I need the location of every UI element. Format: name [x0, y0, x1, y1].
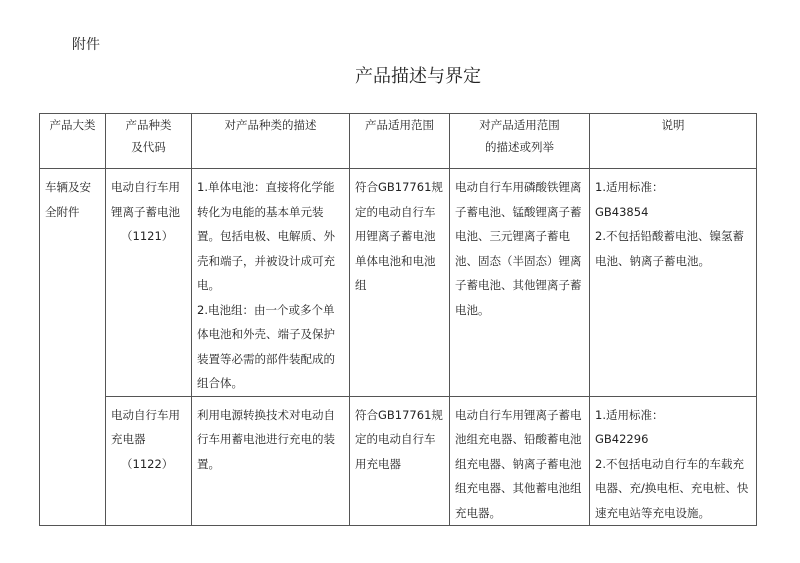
type-cell	[106, 169, 192, 397]
header-scope-desc	[450, 114, 590, 169]
type-code: （1122）	[121, 456, 174, 471]
header-category: 产品大类	[40, 114, 106, 169]
note-item: 1.适用标准：	[595, 407, 664, 422]
scope-cell	[350, 396, 450, 526]
table-header-row	[40, 114, 757, 169]
header-scope-desc-line2: 的描述或列举	[485, 140, 554, 154]
header-scope: 产品适用范围	[350, 114, 450, 169]
notes-cell	[590, 396, 757, 526]
description-item: 1.单体电池：直接将化学能转化为电能的基本单元装置。包括电极、电解质、外壳和端子，并被设计成可充电。	[197, 180, 335, 292]
scope-desc-text: 电动自行车用锂离子蓄电池组充电器、铅酸蓄电池组充电器、钠离子蓄电池组充电器、其他蓄电池组充电器。	[455, 407, 582, 520]
type-name: 电动自行车用充电器	[111, 407, 180, 446]
description-cell	[192, 396, 350, 526]
header-type-line2: 及代码	[131, 140, 166, 154]
note-item: 1.适用标准：	[595, 180, 664, 194]
scope-desc-cell	[450, 169, 590, 397]
note-item: 2.不包括铅酸蓄电池、镍氢蓄电池、钠离子蓄电池。	[595, 229, 744, 268]
notes-cell	[590, 169, 757, 397]
table-row	[40, 396, 757, 526]
product-table	[39, 113, 757, 526]
category-cell	[40, 169, 106, 526]
scope-cell	[350, 169, 450, 397]
scope-desc-cell	[450, 396, 590, 526]
header-type-line1: 产品种类	[125, 118, 172, 132]
description-item: 2.电池组：由一个或多个单体电池和外壳、端子及保护装置等必需的部件装配成的组合体。	[197, 302, 335, 390]
note-standard: GB43854	[595, 204, 649, 219]
header-notes: 说明	[590, 114, 757, 169]
header-scope-desc-line1: 对产品适用范围	[479, 118, 560, 132]
document-title: 产品描述与界定	[355, 66, 481, 87]
header-description: 对产品种类的描述	[192, 114, 350, 169]
header-type	[106, 114, 192, 169]
category-text: 车辆及安全附件	[45, 180, 91, 219]
note-item: 2.不包括电动自行车的车载充电器、充/换电柜、充电桩、快速充电站等充电设施。	[595, 456, 749, 520]
description-item: 利用电源转换技术对电动自行车用蓄电池进行充电的装置。	[197, 407, 335, 471]
scope-desc-text: 电动自行车用磷酸铁锂离子蓄电池、锰酸锂离子蓄电池、三元锂离子蓄电池、固态（半固态）锂离子蓄电池、其他锂离子蓄电池。	[455, 180, 582, 317]
scope-text: 符合GB17761规定的电动自行车用锂离子蓄电池单体电池和电池组	[355, 180, 443, 292]
type-name: 电动自行车用锂离子蓄电池	[111, 180, 180, 219]
note-standard: GB42296	[595, 432, 649, 446]
type-cell	[106, 396, 192, 526]
attachment-label: 附件	[72, 37, 100, 53]
scope-text: 符合GB17761规定的电动自行车用充电器	[355, 407, 443, 471]
table-row	[40, 169, 757, 397]
description-cell	[192, 169, 350, 397]
type-code: （1121）	[121, 229, 174, 243]
